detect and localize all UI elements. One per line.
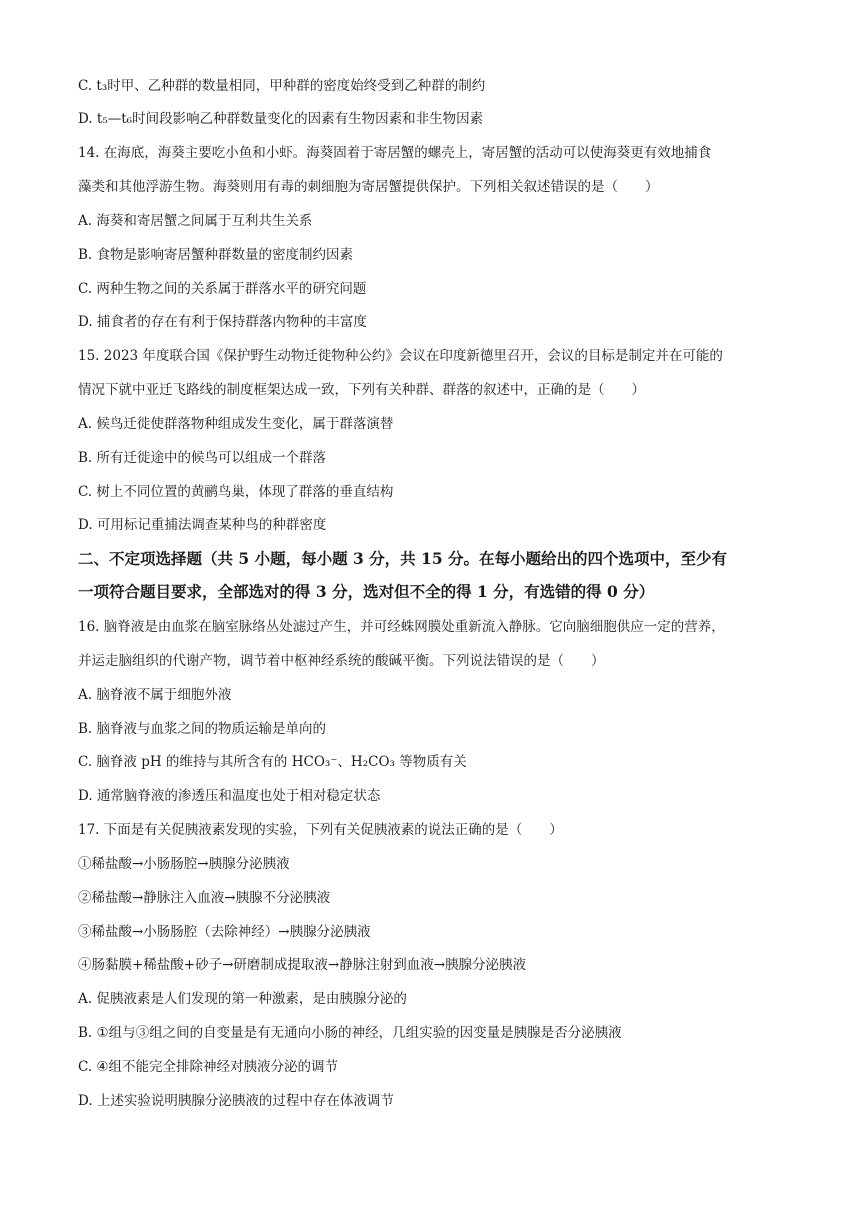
q15-option-d: D. 可用标记重捕法调查某种鸟的种群密度 [78,517,327,533]
q17-experiment-1: ①稀盐酸→小肠肠腔→胰腺分泌胰液 [78,856,290,872]
q14-stem-line1: 14. 在海底，海葵主要吃小鱼和小虾。海葵固着于寄居蟹的螺壳上，寄居蟹的活动可以使海葵更有效地捕食 [78,145,712,161]
q16-option-b: B. 脑脊液与血浆之间的物质运输是单向的 [78,721,327,737]
q16-stem-line1: 16. 脑脊液是由血浆在脑室脉络丛处滤过产生，并可经蛛网膜处重新流入静脉。它向脑细胞供应一定的营养， [78,619,725,635]
q17-option-a: A. 促胰液素是人们发现的第一种激素，是由胰腺分泌的 [78,991,407,1007]
section-heading-line1: 二、不定项选择题（共 5 小题，每小题 3 分，共 15 分。在每小题给出的四个选项中，至少有 [78,549,728,568]
q15-stem-line2: 情况下就中亚迁飞路线的制度框架达成一致，下列有关种群、群落的叙述中，正确的是（ ） [78,382,645,398]
q14-option-b: B. 食物是影响寄居蟹种群数量的密度制约因素 [78,247,354,263]
q16-stem-line2: 并运走脑组织的代谢产物，调节着中枢神经系统的酸碱平衡。下列说法错误的是（ ） [78,653,605,669]
q17-stem: 17. 下面是有关促胰液素发现的实验，下列有关促胰液素的说法正确的是（ ） [78,822,563,838]
q17-experiment-4: ④肠黏膜+稀盐酸+砂子→研磨制成提取液→静脉注射到血液→胰腺分泌胰液 [78,957,527,973]
q16-option-c: C. 脑脊液 pH 的维持与其所含有的 HCO₃⁻、H₂CO₃ 等物质有关 [78,754,467,770]
q17-experiment-3: ③稀盐酸→小肠肠腔（去除神经）→胰腺分泌胰液 [78,924,371,940]
q14-option-c: C. 两种生物之间的关系属于群落水平的研究问题 [78,281,367,297]
q15-option-b: B. 所有迁徙途中的候鸟可以组成一个群落 [78,450,327,466]
q15-option-a: A. 候鸟迁徙使群落物种组成发生变化，属于群落演替 [78,416,394,432]
q16-option-a: A. 脑脊液不属于细胞外液 [78,687,232,703]
q13-option-c: C. t₃时甲、乙种群的数量相同，甲种群的密度始终受到乙种群的制约 [78,78,486,94]
q17-option-c: C. ④组不能完全排除神经对胰液分泌的调节 [78,1059,339,1075]
q14-option-d: D. 捕食者的存在有利于保持群落内物种的丰富度 [78,314,367,330]
q16-option-d: D. 通常脑脊液的渗透压和温度也处于相对稳定状态 [78,788,381,804]
q15-option-c: C. 树上不同位置的黄鹂鸟巢，体现了群落的垂直结构 [78,484,394,500]
q15-stem-line1: 15. 2023 年度联合国《保护野生动物迁徙物种公约》会议在印度新德里召开，会议的目标是制定并在可能的 [78,348,723,364]
q17-experiment-2: ②稀盐酸→静脉注入血液→胰腺不分泌胰液 [78,890,331,906]
q17-option-b: B. ①组与③组之间的自变量是有无通向小肠的神经，几组实验的因变量是胰腺是否分泌胰液 [78,1025,622,1041]
q17-option-d: D. 上述实验说明胰腺分泌胰液的过程中存在体液调节 [78,1093,394,1109]
q13-option-d: D. t₅—t₆时间段影响乙种群数量变化的因素有生物因素和非生物因素 [78,111,484,127]
q14-option-a: A. 海葵和寄居蟹之间属于互利共生关系 [78,213,313,229]
section-heading-line2: 一项符合题目要求，全部选对的得 3 分，选对但不全的得 1 分，有选错的得 0 分） [78,582,655,601]
q14-stem-line2: 藻类和其他浮游生物。海葵则用有毒的刺细胞为寄居蟹提供保护。下列相关叙述错误的是（ ） [78,179,659,195]
